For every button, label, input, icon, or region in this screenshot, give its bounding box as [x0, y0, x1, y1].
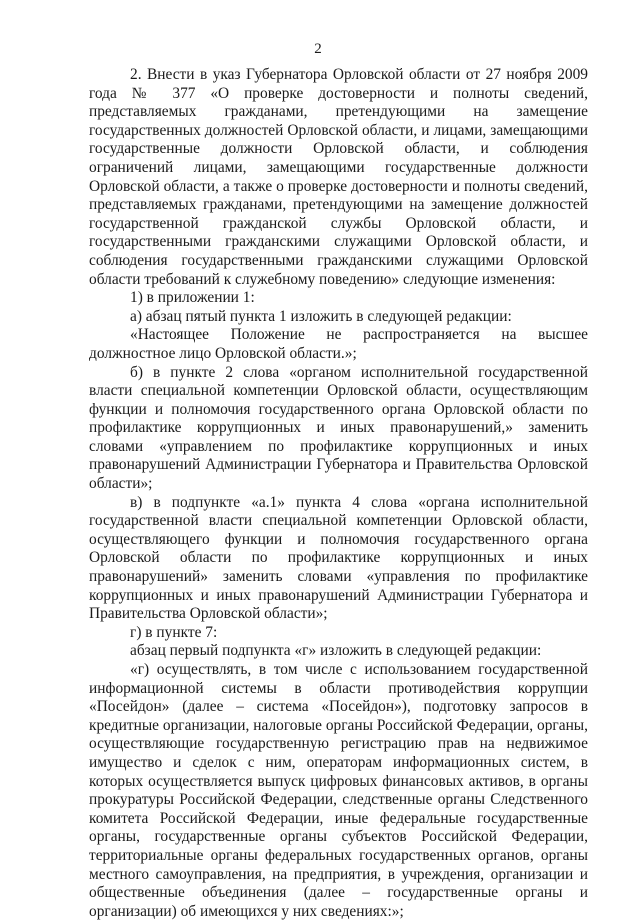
paragraph-subitem-v: в) в подпункте «а.1» пункта 4 слова «органа исполнительной государственной власти специальной компетенции Орловской области, осуществляющего функции и полномочия государственного органа Орловской области по профилактике коррупционных и иных правонарушений» заменить словами «управления по профилактике коррупционных и иных правонарушений Администрации Губернатора и Правительства Орловской области»; [89, 493, 588, 623]
paragraph-quoted-provision: «Настоящее Положение не распространяется на высшее должностное лицо Орловской области.»; [89, 326, 588, 362]
document-body [89, 66, 588, 921]
paragraph-first-clause-g: абзац первый подпункта «г» изложить в следующей редакции: [130, 642, 542, 660]
paragraph-quoted-clause-g: «г) осуществлять, в том числе с использованием государственной информационной системы в области противодействия коррупции «Посейдон» (далее – система «Посейдон»), подготовку запросов в кредитные организации, налоговые органы Российской Федерации, органы, осуществляющие государственную регистрацию прав на недвижимое имущество и сделок с ним, операторам информационных систем, в которых осуществляется выпуск цифровых финансовых активов, в органы прокуратуры Российской Федерации, следственные органы Следственного комитета Российской Федерации, иные федеральные государственные органы, государственные органы субъектов Российской Федерации, территориальные органы федеральных государственных органов, органы местного самоуправления, на предприятия, в учреждения, организации и общественные объединения (далее – государственные органы и организации) об имеющихся у них сведениях:»; [89, 661, 588, 920]
page-number: 2 [314, 41, 322, 57]
paragraph-amend-decree: 2. Внести в указ Губернатора Орловской области от 27 ноября 2009 года № 377 «О проверке достоверности и полноты сведений, представляемых гражданами, претендующими на замещение государственных должностей Орловской области, и лицами, замещающими государственные должности Орловской области, и соблюдения ограничений лицами, замещающими государственные должности Орловской области, а также о проверке достоверности и полноты сведений, представляемых гражданами, претендующими на замещение должностей государственной гражданской службы Орловской области, и государственными гражданскими служащими Орловской области, и соблюдения государственными гражданскими служащими Орловской области требований к служебному поведению» следующие изменения: [89, 66, 588, 288]
paragraph-subitem-g: г) в пункте 7: [130, 623, 218, 641]
paragraph-subitem-b: б) в пункте 2 слова «органом исполнительной государственной власти специальной компетенции Орловской области, осуществляющим функции и полномочия государственного органа Орловской области по профилактике коррупционных и иных правонарушений,» заменить словами «управлением по профилактике коррупционных и иных правонарушений Администрации Губернатора и Правительства Орловской области»; [89, 363, 588, 493]
paragraph-item-1: 1) в приложении 1: [130, 289, 255, 307]
paragraph-subitem-a: а) абзац пятый пункта 1 изложить в следующей редакции: [130, 307, 512, 325]
